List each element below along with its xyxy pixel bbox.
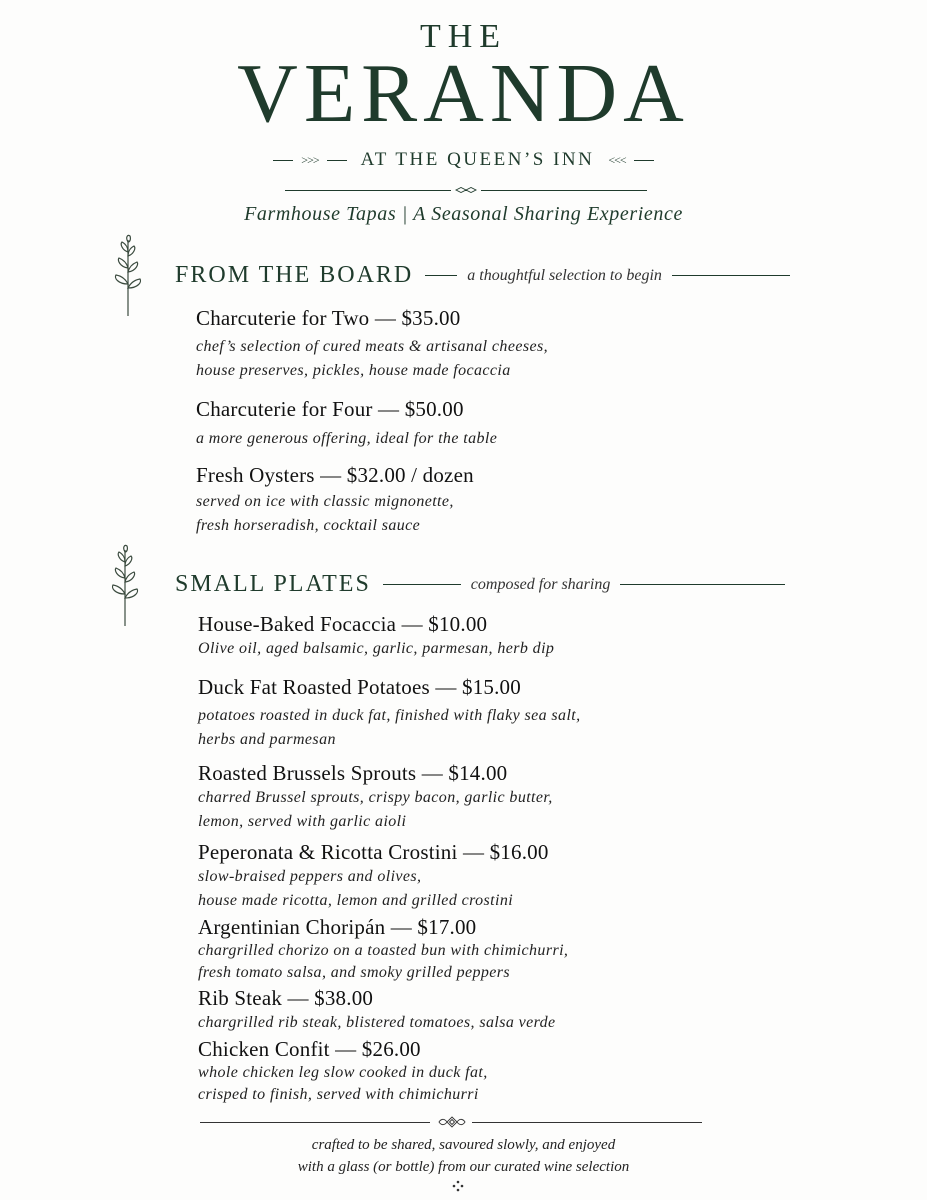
section-header-small-plates — [175, 571, 785, 598]
arrow-right-ornament-icon: >>> — [301, 152, 319, 167]
menu-item — [196, 463, 474, 538]
item-desc-line: fresh tomato salsa, and smoky grilled peppers — [198, 964, 511, 981]
diamond-ornament-icon — [455, 187, 477, 193]
item-name: Charcuterie for Four — $50.00 — [196, 397, 464, 421]
footer-line: with a glass (or bottle) from our curated wine selection — [297, 1159, 630, 1175]
item-desc-line: whole chicken leg slow cooked in duck fat, — [198, 1064, 488, 1081]
item-desc-line: fresh horseradish, cocktail sauce — [196, 517, 421, 534]
item-desc-line: Olive oil, aged balsamic, garlic, parmesan, herb dip — [198, 640, 555, 657]
section-rule — [383, 584, 461, 585]
diamond-dots-ornament-icon — [452, 1180, 464, 1192]
item-desc-line: chargrilled chorizo on a toasted bun with chimichurri, — [198, 942, 569, 959]
flourish-ornament-icon — [438, 1115, 466, 1129]
menu-item — [196, 397, 497, 451]
item-name: Fresh Oysters — $32.00 / dozen — [196, 463, 474, 487]
footer-right-line — [472, 1122, 702, 1123]
item-name: Peperonata & Ricotta Crostini — $16.00 — [198, 840, 549, 864]
item-desc-line: potatoes roasted in duck fat, finished with flaky sea salt, — [198, 707, 581, 724]
section-subtitle: a thoughtful selection to begin — [467, 266, 662, 284]
item-desc-line: served on ice with classic mignonette, — [196, 493, 454, 510]
arrow-left-ornament-icon: <<< — [608, 152, 626, 167]
restaurant-subtitle: AT THE QUEEN’S INN — [360, 149, 595, 170]
leaf-sprig-icon — [104, 234, 152, 318]
menu-item — [198, 840, 549, 913]
subtitle-left-rule-2 — [327, 160, 347, 161]
footer-line: crafted to be shared, savoured slowly, and enjoyed — [311, 1137, 616, 1153]
item-name: Roasted Brussels Sprouts — $14.00 — [198, 761, 508, 785]
leaf-sprig-icon — [101, 544, 149, 628]
subtitle-right-rule — [634, 160, 654, 161]
section-title: SMALL PLATES — [175, 571, 371, 597]
section-subtitle: composed for sharing — [470, 575, 611, 593]
item-name: House-Baked Focaccia — $10.00 — [198, 612, 488, 636]
menu-item — [198, 675, 581, 752]
item-desc-line: house preserves, pickles, house made focaccia — [196, 362, 511, 379]
menu-item — [198, 986, 556, 1035]
item-desc-line: slow-braised peppers and olives, — [198, 868, 422, 885]
menu-item — [198, 612, 554, 661]
header-divider — [285, 187, 647, 193]
menu-item — [196, 306, 548, 383]
section-rule — [620, 584, 785, 585]
item-name: Charcuterie for Two — $35.00 — [196, 306, 461, 330]
item-desc-line: herbs and parmesan — [198, 731, 336, 748]
section-rule — [672, 275, 790, 276]
item-desc-line: a more generous offering, ideal for the table — [196, 430, 498, 447]
menu-item — [198, 1037, 488, 1106]
subtitle-row — [0, 148, 927, 172]
footer-text — [0, 1134, 927, 1178]
item-desc-line: lemon, served with garlic aioli — [198, 813, 407, 830]
item-desc-line: house made ricotta, lemon and grilled crostini — [198, 892, 514, 909]
item-name: Chicken Confit — $26.00 — [198, 1037, 421, 1061]
item-desc-line: charred Brussel sprouts, crispy bacon, garlic butter, — [198, 789, 553, 806]
footer-divider — [200, 1115, 702, 1129]
header-the: THE — [419, 18, 508, 55]
menu-item — [198, 761, 553, 834]
footer-left-line — [200, 1122, 430, 1123]
section-title: FROM THE BOARD — [175, 262, 414, 288]
section-rule — [425, 275, 457, 276]
subtitle-left-rule — [273, 160, 293, 161]
menu-item — [198, 915, 568, 984]
tagline: Farmhouse Tapas | A Seasonal Sharing Experience — [244, 203, 683, 225]
item-desc-line: chef’s selection of cured meats & artisanal cheeses, — [196, 338, 548, 355]
divider-right-line — [481, 190, 647, 191]
section-header-from-the-board — [175, 262, 790, 289]
item-name: Rib Steak — $38.00 — [198, 986, 374, 1010]
restaurant-name: VERANDA — [237, 47, 690, 140]
item-name: Argentinian Choripán — $17.00 — [198, 915, 477, 939]
item-desc-line: crisped to finish, served with chimichurri — [198, 1086, 479, 1103]
item-name: Duck Fat Roasted Potatoes — $15.00 — [198, 675, 521, 699]
item-desc-line: chargrilled rib steak, blistered tomatoes, salsa verde — [198, 1014, 556, 1031]
divider-left-line — [285, 190, 451, 191]
